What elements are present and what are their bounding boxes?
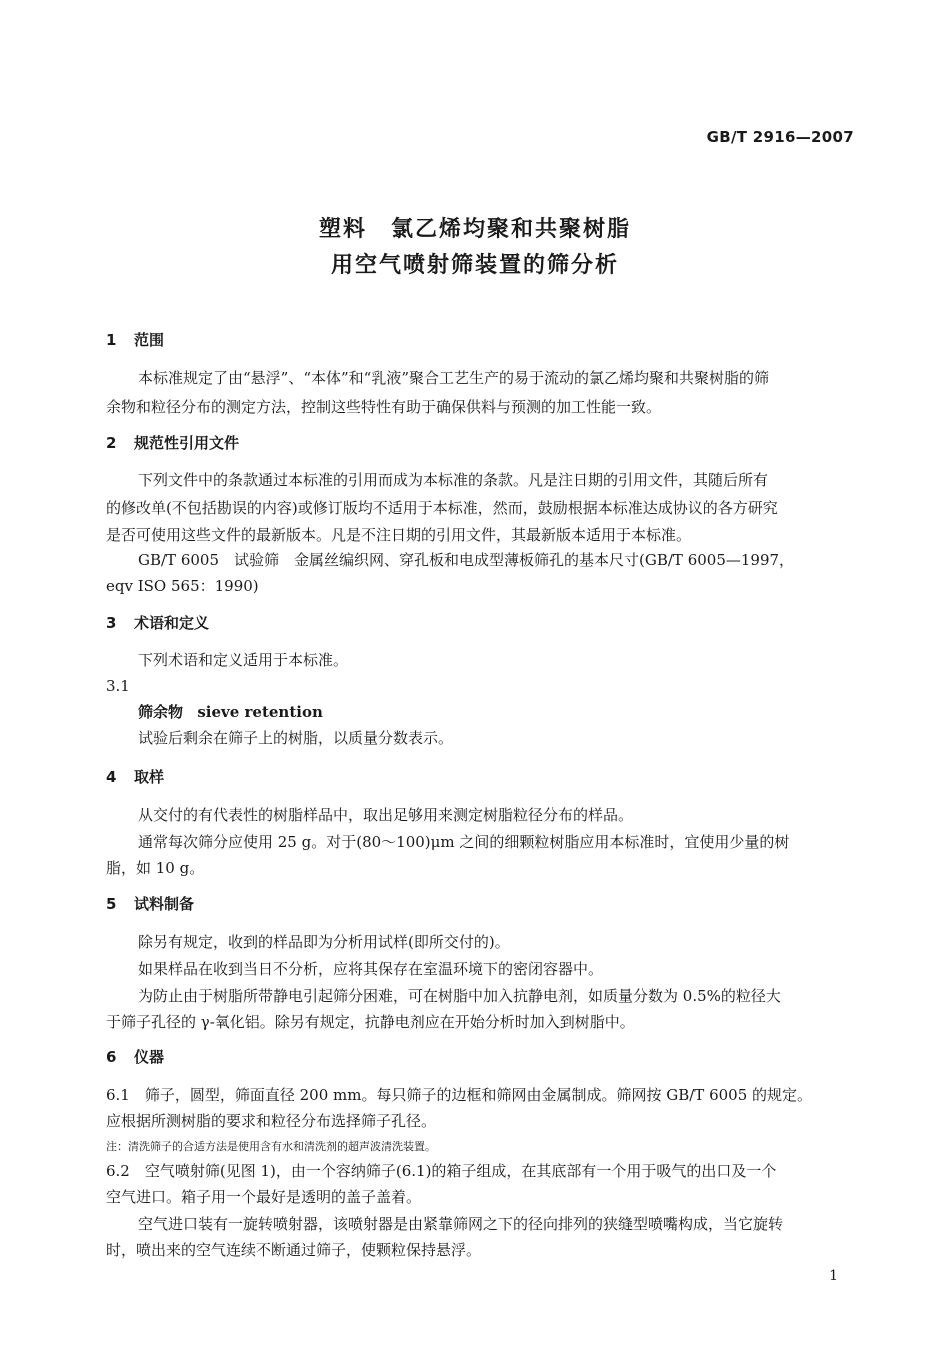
paragraph-line: 为防止由于树脂所带静电引起筛分困难，可在树脂中加入抗静电剂，如质量分数为 0.5%的粒径大 [138,987,781,1005]
paragraph-line: 除另有规定，收到的样品即为分析用试样(即所交付的)。 [138,933,510,951]
term-chinese: 筛余物 [138,703,184,721]
paragraph-line: 的修改单(不包括勘误的内容)或修订版均不适用于本标准，然而，鼓励根据本标准达成协议的各方研究 [106,499,778,517]
section-title: 取样 [134,768,165,786]
section-number: 6 [106,1048,117,1066]
section-title: 仪器 [134,1048,165,1066]
section-number: 4 [106,768,117,786]
section-number: 3 [106,614,117,632]
section-heading-apparatus [106,1046,164,1067]
section-heading-test-portion [106,893,194,914]
section-title: 规范性引用文件 [134,434,240,452]
note-text: 注：清洗筛子的合适方法是使用含有水和清洗剂的超声波清洗装置。 [106,1140,436,1153]
section-title: 术语和定义 [134,614,210,632]
paragraph-line: 是否可使用这些文件的最新版本。凡是不注日期的引用文件，其最新版本适用于本标准。 [106,526,692,544]
standard-code: GB/T 2916—2007 [706,128,854,146]
page-number: 1 [829,1268,838,1284]
paragraph-line: eqv ISO 565：1990) [106,577,259,595]
paragraph-line: GB/T 6005 试验筛 金属丝编织网、穿孔板和电成型薄板筛孔的基本尺寸(GB/T 6005—1997， [138,551,795,569]
paragraph-line: 空气进口装有一旋转喷射器，该喷射器是由紧靠筛网之下的径向排列的狭缝型喷嘴构成，当它旋转 [138,1215,784,1233]
paragraph-line: 6.2 空气喷射筛(见图 1)，由一个容纳筛子(6.1)的箱子组成，在其底部有一个用于吸气的出口及一个 [106,1162,777,1180]
section-heading-terms [106,612,209,633]
section-number: 5 [106,895,117,913]
paragraph-line: 下列术语和定义适用于本标准。 [138,651,349,669]
paragraph-line: 空气进口。箱子用一个最好是透明的盖子盖着。 [106,1188,422,1206]
section-heading-scope [106,329,164,350]
paragraph-line: 下列文件中的条款通过本标准的引用而成为本标准的条款。凡是注日期的引用文件，其随后所有 [138,471,769,489]
paragraph-line: 本标准规定了由“悬浮”、“本体”和“乳液”聚合工艺生产的易于流动的氯乙烯均聚和共聚树脂的筛 [138,369,770,387]
section-number: 2 [106,434,117,452]
document-title-line1: 塑料 氯乙烯均聚和共聚树脂 [318,217,631,242]
term-entry [138,698,323,727]
section-title: 试料制备 [134,895,195,913]
paragraph-line: 通常每次筛分应使用 25 g。对于(80～100)μm 之间的细颗粒树脂应用本标准时，宜使用少量的树 [138,833,790,851]
section-heading-normative-references [106,432,239,453]
paragraph-line: 应根据所测树脂的要求和粒径分布选择筛子孔径。 [106,1112,437,1130]
paragraph-line: 从交付的有代表性的树脂样品中，取出足够用来测定树脂粒径分布的样品。 [138,806,634,824]
subsection-number: 3.1 [106,677,130,695]
document-title-line2: 用空气喷射筛装置的筛分析 [330,253,619,278]
paragraph-line: 6.1 筛子，圆型，筛面直径 200 mm。每只筛子的边框和筛网由金属制成。筛网按 GB/T 6005 的规定。 [106,1086,813,1104]
term-english: sieve retention [197,703,323,721]
paragraph-line: 时，喷出来的空气连续不断通过筛子，使颗粒保持悬浮。 [106,1241,482,1259]
paragraph-line: 于筛子孔径的 γ-氧化铝。除另有规定，抗静电剂应在开始分析时加入到树脂中。 [106,1013,635,1031]
paragraph-line: 余物和粒径分布的测定方法，控制这些特性有助于确保供料与预测的加工性能一致。 [106,398,662,416]
section-number: 1 [106,331,117,349]
section-heading-sampling [106,766,164,787]
paragraph-line: 如果样品在收到当日不分析，应将其保存在室温环境下的密闭容器中。 [138,960,604,978]
paragraph-line: 脂，如 10 g。 [106,859,205,877]
section-title: 范围 [134,331,165,349]
term-definition: 试验后剩余在筛子上的树脂，以质量分数表示。 [138,729,454,747]
